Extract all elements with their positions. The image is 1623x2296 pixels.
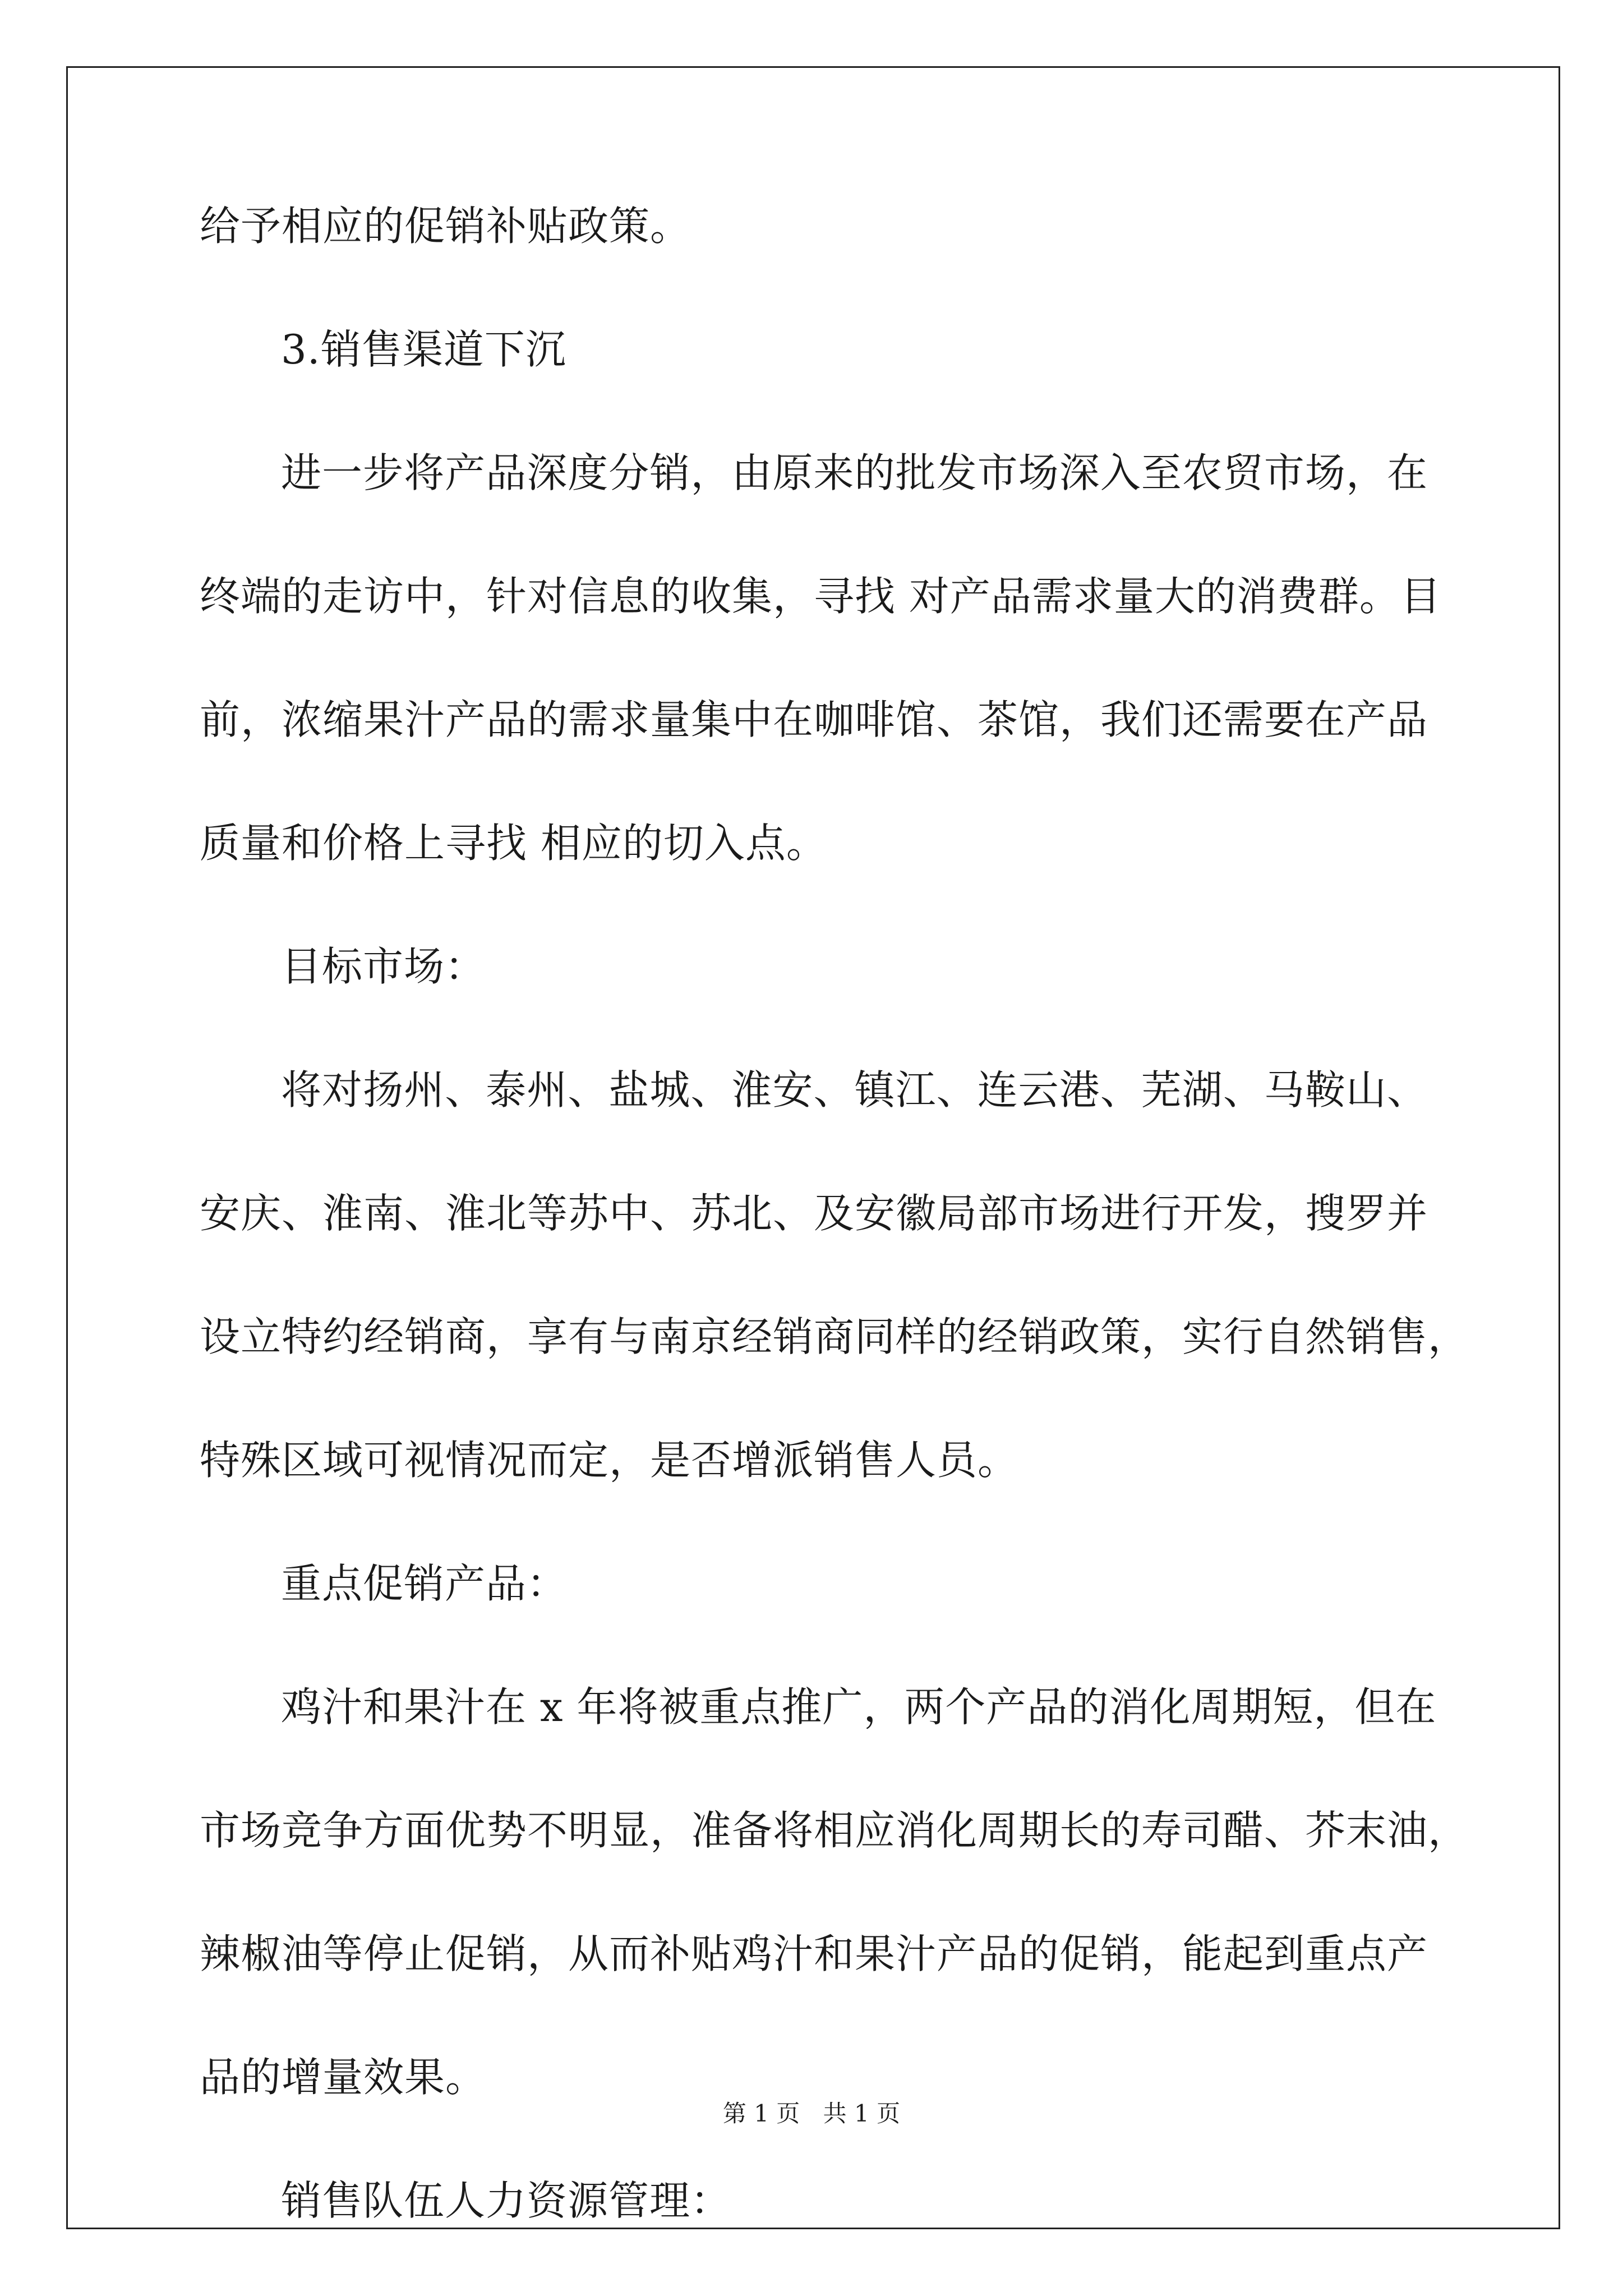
page-footer: [0, 2097, 1623, 2131]
text-line: 进一步将产品深度分销，由原来的批发市场深入至农贸市场，在: [281, 449, 1428, 496]
page-number: 第 1 页: [722, 2100, 800, 2127]
text-line: 品的增量效果。: [200, 2054, 487, 2101]
page-total: 共 1 页: [823, 2100, 901, 2127]
text-line: 设立特约经销商，享有与南京经销商同样的经销政策，实行自然销售，: [200, 1313, 1469, 1360]
text-line: 终端的走访中，针对信息的收集，寻找 对产品需求量大的消费群。目: [200, 573, 1441, 620]
text-line: 特殊区域可视情况而定，是否增派销售人员。: [200, 1437, 1019, 1484]
section-heading: 重点促销产品：: [281, 1560, 568, 1607]
text-line: 将对扬州、泰州、盐城、淮安、镇江、连云港、芜湖、马鞍山、: [281, 1066, 1428, 1114]
section-heading: 销售队伍人力资源管理：: [281, 2177, 732, 2224]
page-border: [66, 66, 1560, 2229]
text-line: 质量和价格上寻找 相应的切入点。: [200, 820, 827, 867]
text-line: 市场竞争方面优势不明显，准备将相应消化周期长的寿司醋、芥末油，: [200, 1807, 1469, 1854]
section-heading: 目标市场：: [281, 943, 486, 990]
text-line: 前，浓缩果汁产品的需求量集中在咖啡馆、茶馆，我们还需要在产品: [200, 696, 1428, 743]
text-line: 辣椒油等停止促销，从而补贴鸡汁和果汁产品的促销，能起到重点产: [200, 1930, 1428, 1977]
text-line: 给予相应的促销补贴政策。: [200, 203, 691, 250]
text-line: 鸡汁和果汁在 x 年将被重点推广，两个产品的消化周期短，但在: [281, 1683, 1437, 1731]
section-heading: 3.销售渠道下沉: [281, 326, 566, 373]
text-line: 安庆、淮南、淮北等苏中、苏北、及安徽局部市场进行开发，搜罗并: [200, 1190, 1428, 1237]
